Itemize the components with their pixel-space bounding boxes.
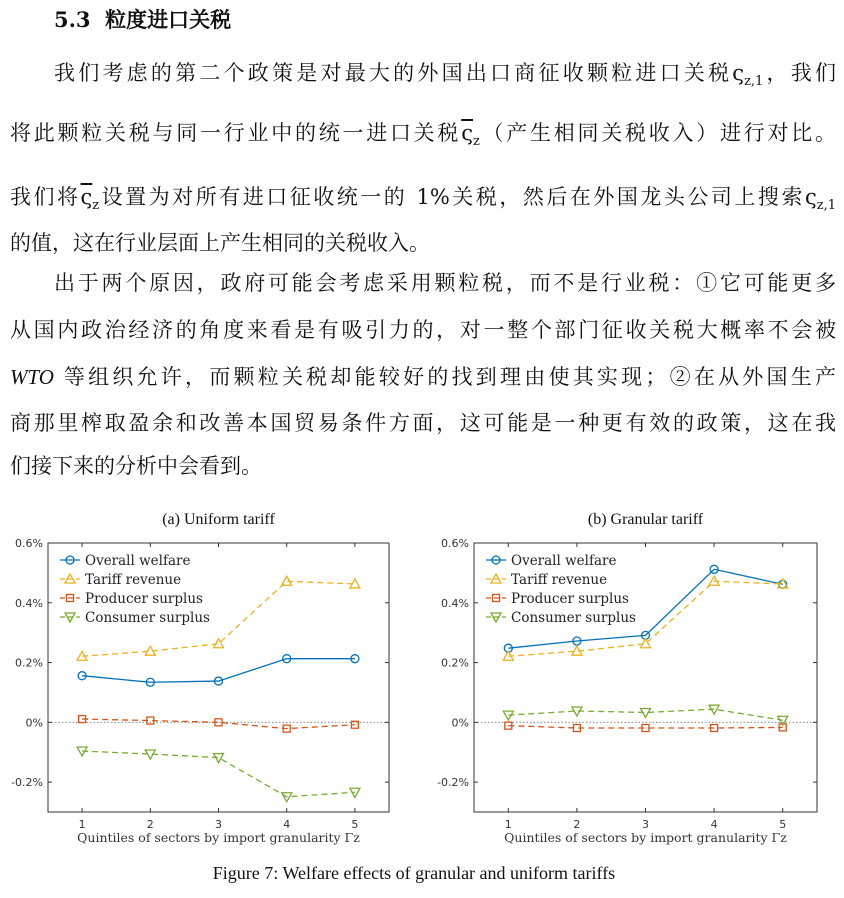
x-tick-label: 5 <box>351 818 359 831</box>
x-tick-label: 4 <box>710 818 718 831</box>
figure-caption: Figure 7: Welfare effects of granular and uniform tariffs <box>212 863 616 883</box>
paragraph-2-line-3: WTO 等组织允许，而颗粒关税却能较好的找到理由使其实现；②在从外国生产 <box>10 365 836 389</box>
x-tick-label: 1 <box>78 818 86 831</box>
paragraph-1-line-2: 将此颗粒关税与同一行业中的统一进口关税$\overline{\varsigma}_z$（产生相同关税收入）进行对比。 <box>10 121 837 150</box>
legend-entry <box>486 610 636 626</box>
legend-label: Producer surplus <box>85 591 203 607</box>
paragraph-2-line-5: 们接下来的分析中会看到。 <box>10 454 262 478</box>
x-tick-label: 2 <box>573 818 581 831</box>
x-tick-label: 2 <box>146 818 154 831</box>
x-tick-label: 3 <box>215 818 222 831</box>
series-producer-surplus <box>79 716 359 733</box>
legend-label: Tariff revenue <box>85 572 182 588</box>
legend-label: Overall welfare <box>511 553 617 569</box>
x-tick-label: 5 <box>779 818 787 831</box>
paragraph-1-line-1: 我们考虑的第二个政策是对最大的外国出口商征收颗粒进口关税$\varsigma_{z,1}$，我们 <box>54 61 837 90</box>
series-line <box>508 726 782 728</box>
series-line <box>82 719 355 729</box>
x-tick-label: 1 <box>504 818 512 831</box>
marker-triangle-down <box>214 754 224 763</box>
legend-label: Overall welfare <box>85 553 191 569</box>
legend-label: Producer surplus <box>511 591 629 607</box>
y-tick-label: 0.2% <box>441 656 469 670</box>
paragraph-2-line-1: 出于两个原因，政府可能会考虑采用颗粒税，而不是行业税：①它可能更多 <box>54 271 836 295</box>
y-tick-label: -0.2% <box>437 776 469 790</box>
legend-entry <box>60 610 210 626</box>
legend-entry <box>486 572 607 588</box>
paragraph-2-line-4: 商那里榨取盈余和改善本国贸易条件方面，这可能是一种更有效的政策，这在我 <box>10 411 836 435</box>
legend-entry <box>486 591 629 607</box>
legend-label: Tariff revenue <box>511 572 608 588</box>
marker-triangle-down <box>503 711 513 720</box>
x-axis-label: Quintiles of sectors by import granularity Γz <box>77 830 360 845</box>
series-consumer-surplus <box>77 747 360 802</box>
y-tick-label: 0.4% <box>15 596 43 610</box>
series-producer-surplus <box>505 722 786 731</box>
y-tick-label: 0% <box>25 716 43 730</box>
x-tick-label: 3 <box>642 818 649 831</box>
y-tick-label: 0.2% <box>15 656 43 670</box>
chart-title: (a) Uniform tariff <box>162 511 275 528</box>
series-line <box>82 659 355 683</box>
y-tick-label: 0% <box>451 716 469 730</box>
series-overall-welfare <box>78 655 359 687</box>
chart-granular <box>437 511 817 845</box>
y-tick-label: 0.6% <box>15 537 43 550</box>
y-tick-label: 0.6% <box>441 537 469 550</box>
paragraph-1-line-4: 的值，这在行业层面上产生相同的关税收入。 <box>10 231 430 255</box>
section-title: 粒度进口关税 <box>105 7 232 32</box>
chart-uniform <box>11 511 389 845</box>
x-axis-label: Quintiles of sectors by import granularity Γz <box>504 830 787 845</box>
section-number: 5.3 <box>54 7 91 32</box>
y-tick-label: -0.2% <box>11 776 43 790</box>
legend-entry <box>60 572 181 588</box>
y-tick-label: 0.4% <box>441 596 469 610</box>
legend-label: Consumer surplus <box>85 610 210 626</box>
legend-entry <box>486 553 616 569</box>
chart-title: (b) Granular tariff <box>587 511 704 528</box>
paragraph-2-line-2: 从国内政治经济的角度来看是有吸引力的，对一整个部门征收关税大概率不会被 <box>10 318 836 342</box>
legend-entry <box>60 553 190 569</box>
series-line <box>82 751 355 797</box>
paragraph-1-line-3: 我们将$\overline{\varsigma}_z$设置为对所有进口征收统一的 1%关税，然后在外国龙头公司上搜索$\varsigma_{z,1}$ <box>10 185 836 214</box>
legend-label: Consumer surplus <box>511 610 636 626</box>
legend-entry <box>60 591 203 607</box>
x-tick-label: 4 <box>283 818 291 831</box>
